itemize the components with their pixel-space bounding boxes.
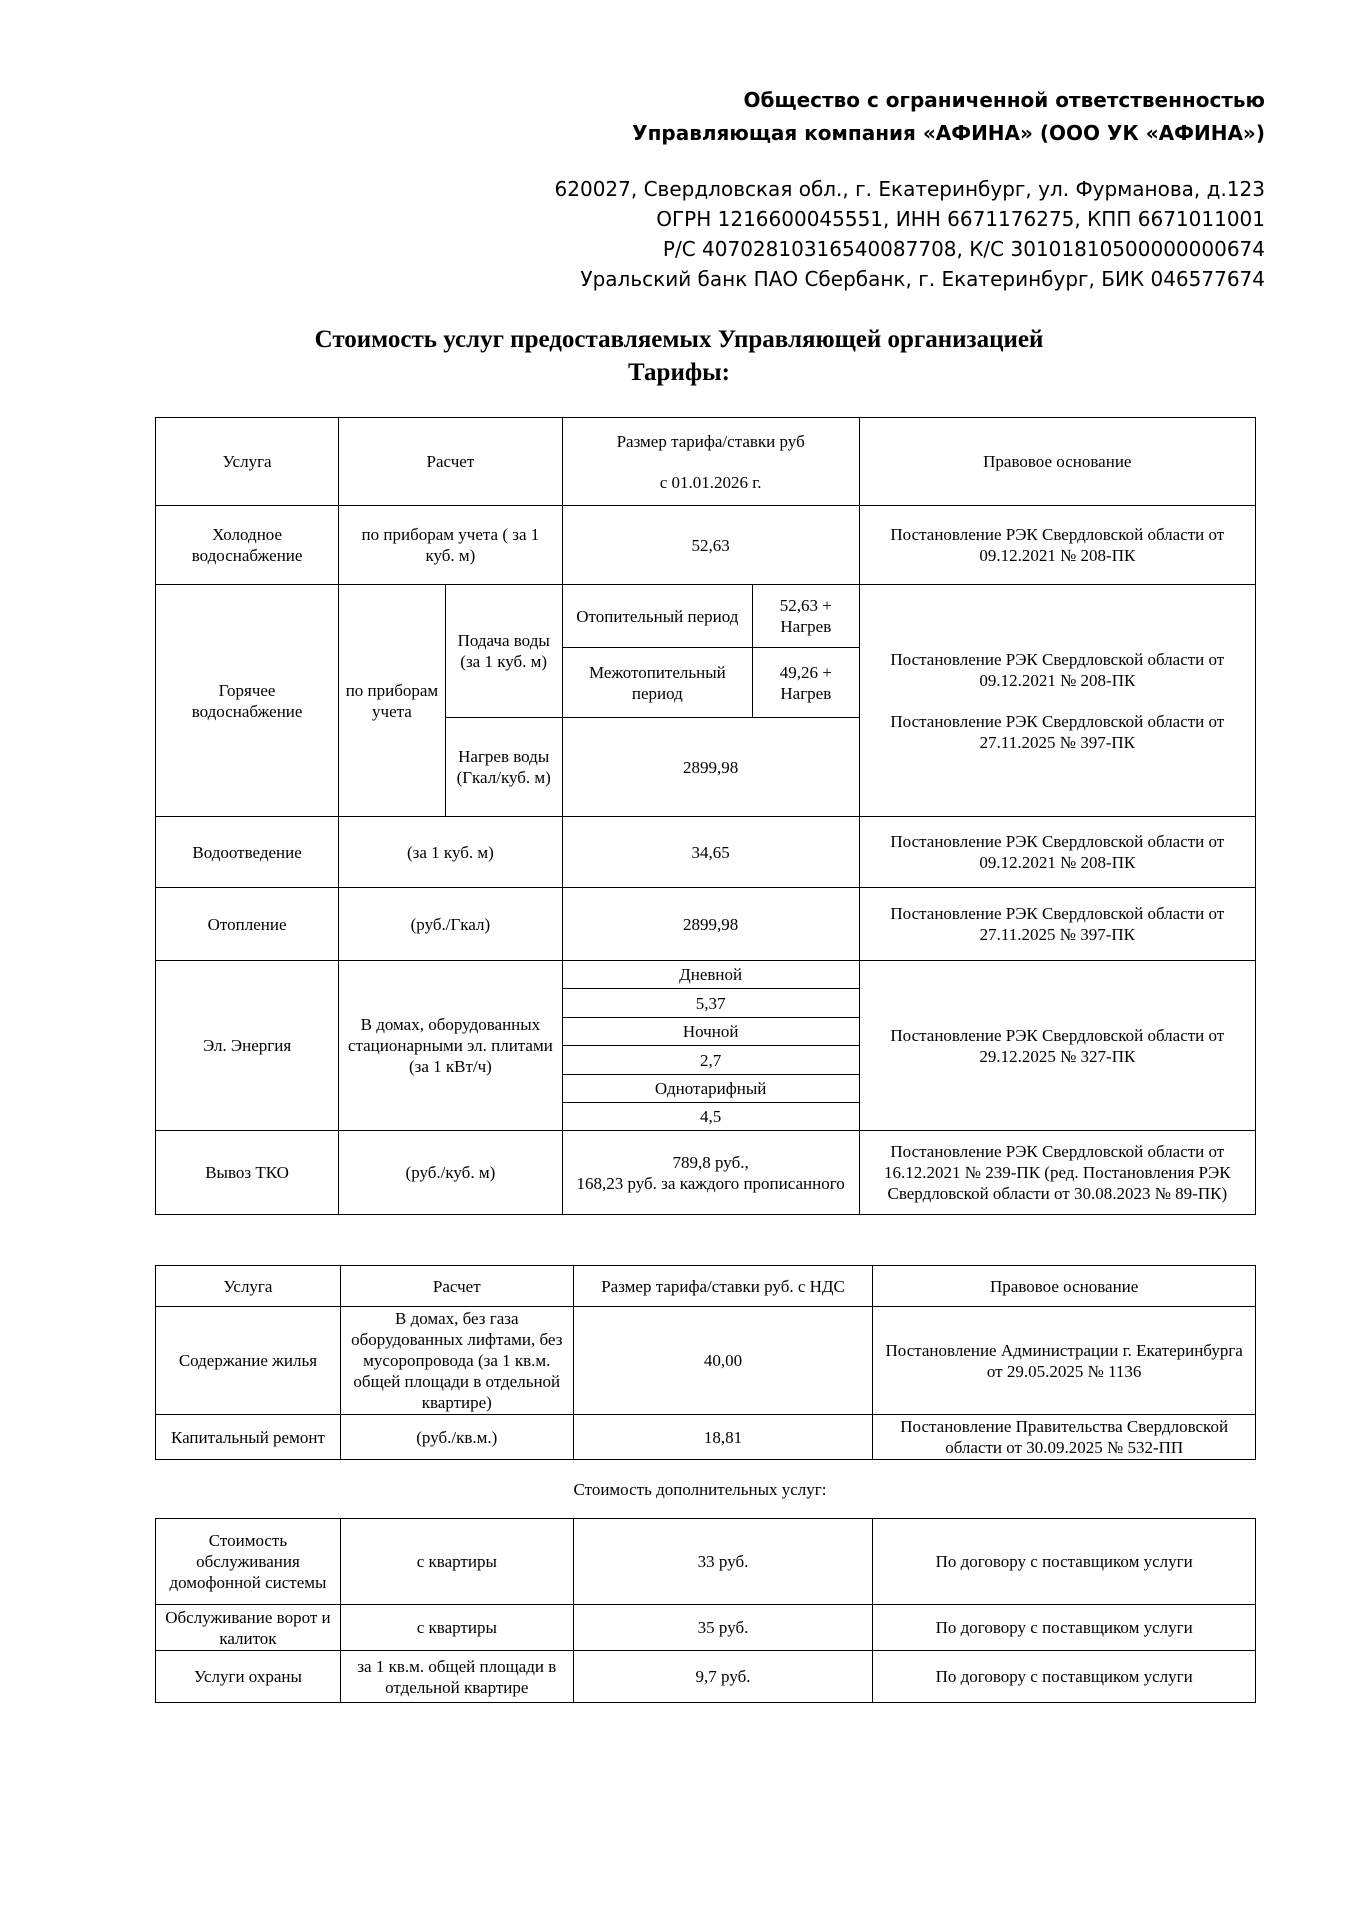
table-row-hot-water (156, 585, 1256, 648)
basis-line: Постановление РЭК Свердловской области от 09.12.2021 № 208-ПК (890, 649, 1225, 690)
basis-cell: Постановление Администрации г. Екатеринбурга от 29.05.2025 № 1136 (873, 1307, 1256, 1415)
rate-cell (562, 1131, 859, 1215)
service-cell: Водоотведение (156, 817, 339, 888)
service-cell: Вывоз ТКО (156, 1131, 339, 1215)
night-label-cell: Ночной (562, 1018, 859, 1046)
header-rate-title: Размер тарифа/ставки руб (616, 431, 805, 451)
header-service: Услуга (156, 1266, 341, 1307)
rate-line: 789,8 руб., (672, 1152, 749, 1172)
header-rate: Размер тарифа/ставки руб. с НДС (573, 1266, 873, 1307)
header-calc: Расчет (339, 418, 563, 506)
table-row-electricity (156, 961, 1256, 989)
table-row-cold-water (156, 506, 1256, 585)
rate-cell: 40,00 (573, 1307, 873, 1415)
header-rate-date: с 01.01.2026 г. (659, 472, 762, 492)
water-heating-rate-cell: 2899,98 (562, 718, 859, 817)
day-rate-cell: 5,37 (562, 989, 859, 1018)
day-label-cell: Дневной (562, 961, 859, 989)
table-row (156, 1605, 1256, 1651)
heating-period-rate-cell: 52,63 + Нагрев (753, 585, 860, 648)
housing-table (155, 1265, 1256, 1460)
company-bank-accounts: Р/С 40702810316540087708, К/С 30101810500000000674 (662, 237, 1265, 261)
service-cell: Содержание жилья (156, 1307, 341, 1415)
calc-cell: (за 1 куб. м) (339, 817, 563, 888)
additional-services-title: Стоимость дополнительных услуг: (573, 1480, 827, 1499)
rate-cell: 2899,98 (562, 888, 859, 961)
document-title (0, 323, 1358, 389)
company-name-line1: Общество с ограниченной ответственностью (743, 88, 1265, 112)
calc-cell: по приборам учета (339, 585, 446, 817)
tariffs-table (155, 417, 1256, 1215)
calc-cell: В домах, оборудованных стационарными эл. плитами (за 1 кВт/ч) (339, 961, 563, 1131)
company-bank: Уральский банк ПАО Сбербанк, г. Екатеринбург, БИК 046577674 (580, 267, 1265, 291)
basis-cell: Постановление РЭК Свердловской области от 29.12.2025 № 327-ПК (859, 961, 1255, 1131)
interheating-period-cell: Межотопительный период (562, 648, 752, 718)
document-title-line2: Тарифы: (627, 359, 730, 386)
single-rate-cell: 4,5 (562, 1103, 859, 1131)
company-requisites (555, 174, 1265, 294)
header-calc: Расчет (340, 1266, 573, 1307)
calc-cell: с квартиры (340, 1605, 573, 1651)
company-registration: ОГРН 1216600045551, ИНН 6671176275, КПП 6671011001 (656, 207, 1265, 231)
basis-cell: По договору с поставщиком услуги (873, 1605, 1256, 1651)
rate-cell: 18,81 (573, 1415, 873, 1460)
rate-cell: 34,65 (562, 817, 859, 888)
table-header-row (156, 1266, 1256, 1307)
supply-cell: Подача воды (за 1 куб. м) (445, 585, 562, 718)
service-cell: Капитальный ремонт (156, 1415, 341, 1460)
basis-cell: Постановление РЭК Свердловской области от 09.12.2021 № 208-ПК (859, 506, 1255, 585)
additional-services-table (155, 1518, 1256, 1703)
calc-cell: В домах, без газа оборудованных лифтами, без мусоропровода (за 1 кв.м. общей площади в отдельной квартире) (340, 1307, 573, 1415)
calc-cell: с квартиры (340, 1519, 573, 1605)
calc-cell: (руб./кв.м.) (340, 1415, 573, 1460)
basis-cell: По договору с поставщиком услуги (873, 1519, 1256, 1605)
basis-line: Постановление РЭК Свердловской области от 27.11.2025 № 397-ПК (890, 711, 1225, 752)
header-basis: Правовое основание (859, 418, 1255, 506)
basis-cell: По договору с поставщиком услуги (873, 1651, 1256, 1703)
calc-cell: за 1 кв.м. общей площади в отдельной квартире (340, 1651, 573, 1703)
heating-period-cell: Отопительный период (562, 585, 752, 648)
water-heating-cell: Нагрев воды (Гкал/куб. м) (445, 718, 562, 817)
table-row (156, 1651, 1256, 1703)
service-cell: Услуги охраны (156, 1651, 341, 1703)
calc-cell: (руб./куб. м) (339, 1131, 563, 1215)
company-name (632, 84, 1265, 150)
header-rate (562, 418, 859, 506)
basis-cell: Постановление РЭК Свердловской области от 16.12.2021 № 239-ПК (ред. Постановления РЭК Свердловской области от 30.08.2023 № 89-ПК) (859, 1131, 1255, 1215)
calc-cell: по приборам учета ( за 1 куб. м) (339, 506, 563, 585)
table-row-waste (156, 1131, 1256, 1215)
service-cell: Обслуживание ворот и калиток (156, 1605, 341, 1651)
rate-line: 168,23 руб. за каждого прописанного (576, 1173, 845, 1193)
service-cell: Холодное водоснабжение (156, 506, 339, 585)
basis-cell (859, 585, 1255, 817)
rate-cell: 9,7 руб. (573, 1651, 873, 1703)
company-address: 620027, Свердловская обл., г. Екатеринбург, ул. Фурманова, д.123 (554, 177, 1265, 201)
rate-cell: 52,63 (562, 506, 859, 585)
basis-cell: Постановление РЭК Свердловской области от 09.12.2021 № 208-ПК (859, 817, 1255, 888)
service-cell: Стоимость обслуживания домофонной системы (156, 1519, 341, 1605)
header-basis: Правовое основание (873, 1266, 1256, 1307)
basis-cell: Постановление Правительства Свердловской области от 30.09.2025 № 532-ПП (873, 1415, 1256, 1460)
night-rate-cell: 2,7 (562, 1046, 859, 1075)
basis-cell: Постановление РЭК Свердловской области от 27.11.2025 № 397-ПК (859, 888, 1255, 961)
table-row-drainage (156, 817, 1256, 888)
table-row (156, 1519, 1256, 1605)
table-row-maintenance (156, 1307, 1256, 1415)
service-cell: Отопление (156, 888, 339, 961)
header-service: Услуга (156, 418, 339, 506)
single-label-cell: Однотарифный (562, 1075, 859, 1103)
rate-cell: 33 руб. (573, 1519, 873, 1605)
service-cell: Горячее водоснабжение (156, 585, 339, 817)
service-cell: Эл. Энергия (156, 961, 339, 1131)
document-title-line1: Стоимость услуг предоставляемых Управляющей организацией (314, 326, 1044, 353)
table-row-capital-repair (156, 1415, 1256, 1460)
interheating-period-rate-cell: 49,26 + Нагрев (753, 648, 860, 718)
table-row-heating (156, 888, 1256, 961)
calc-cell: (руб./Гкал) (339, 888, 563, 961)
company-name-line2: Управляющая компания «АФИНА» (ООО УК «АФИНА») (632, 121, 1265, 145)
table-header-row (156, 418, 1256, 506)
rate-cell: 35 руб. (573, 1605, 873, 1651)
